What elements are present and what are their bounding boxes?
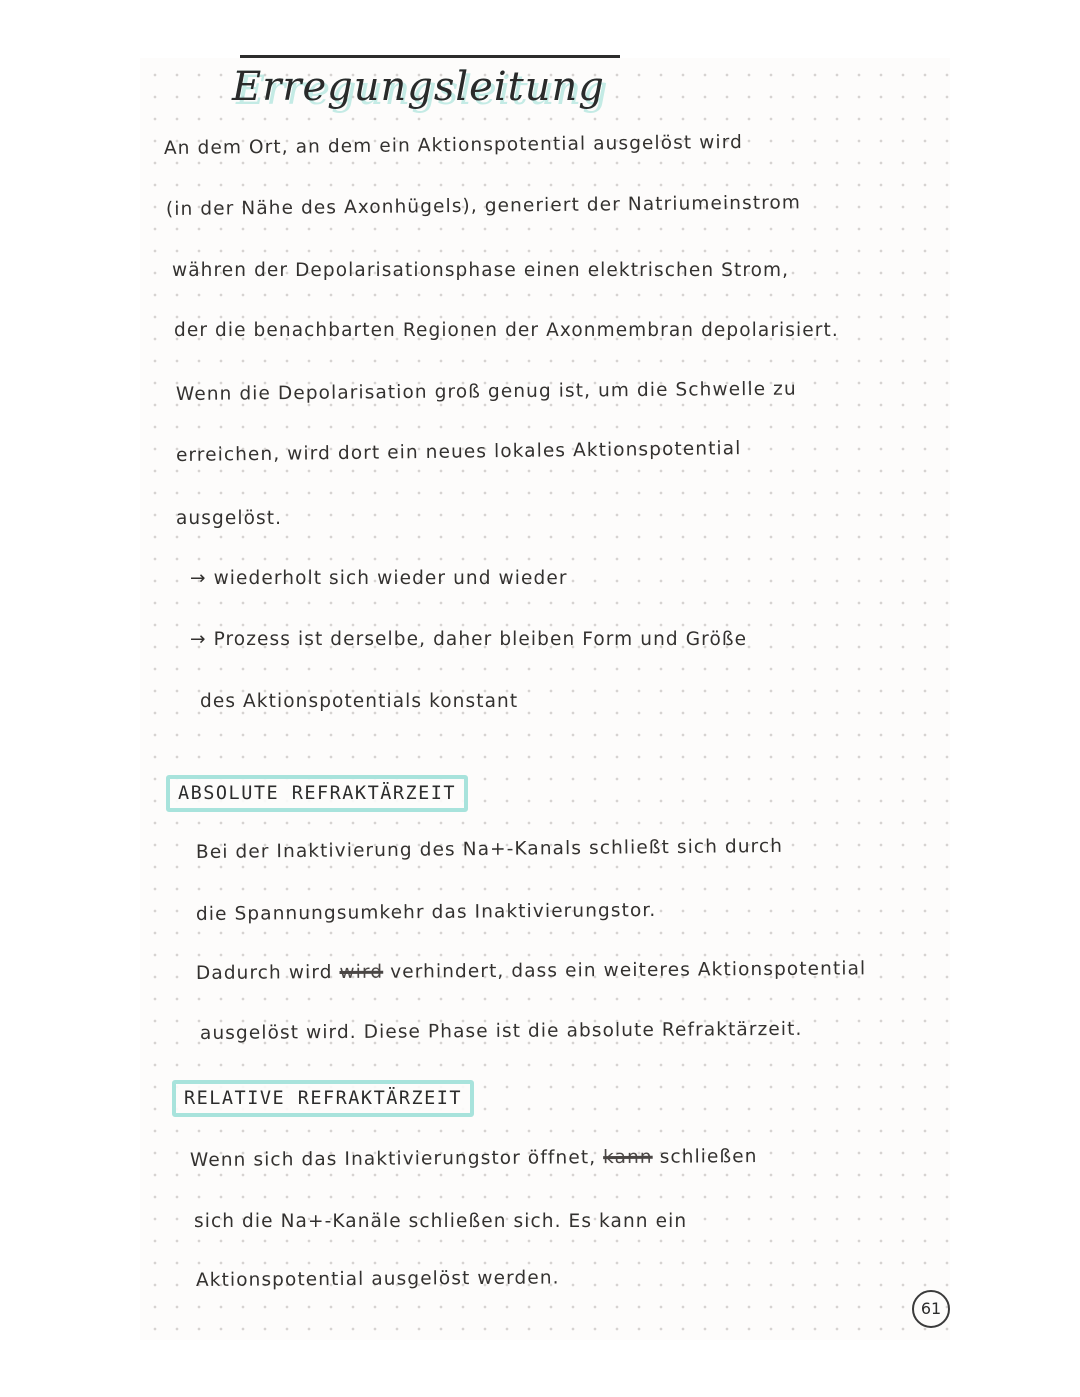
text-line bbox=[190, 1146, 758, 1171]
text-line: die Spannungsumkehr das Inaktivierungstor. bbox=[195, 899, 657, 925]
struck-word: wird bbox=[339, 961, 384, 983]
text-line: Bei der Inaktivierung des Na+-Kanals schließt sich durch bbox=[195, 835, 784, 863]
bullet-line: → Prozess ist derselbe, daher bleiben Form und Größe bbox=[190, 629, 748, 650]
section-heading-absolute: ABSOLUTE REFRAKTÄRZEIT bbox=[166, 775, 468, 812]
text-segment: schließen bbox=[659, 1146, 758, 1168]
struck-word: kann bbox=[603, 1146, 653, 1169]
page-number-badge: 61 bbox=[912, 1290, 950, 1328]
text-segment: Wenn sich das Inaktivierungstor öffnet, bbox=[189, 1147, 597, 1171]
text-line: ausgelöst wird. Diese Phase ist die absolute Refraktärzeit. bbox=[199, 1018, 803, 1044]
page-title: Erregungsleitung bbox=[232, 64, 605, 110]
text-line: sich die Na+-Kanäle schließen sich. Es kann ein bbox=[194, 1211, 688, 1232]
text-line: erreichen, wird dort ein neues lokales Aktionspotential bbox=[175, 438, 742, 466]
text-line: ausgelöst. bbox=[176, 508, 283, 529]
text-line: währen der Depolarisationsphase einen elektrischen Strom, bbox=[172, 260, 790, 281]
section-heading-relative: RELATIVE REFRAKTÄRZEIT bbox=[172, 1080, 474, 1117]
bullet-line: → wiederholt sich wieder und wieder bbox=[190, 568, 568, 589]
bullet-line: des Aktionspotentials konstant bbox=[200, 691, 519, 712]
text-segment: Dadurch wird bbox=[195, 962, 333, 984]
text-segment: verhindert, dass ein weiteres Aktionspotential bbox=[390, 958, 867, 983]
text-line: der die benachbarten Regionen der Axonmembran depolarisiert. bbox=[174, 320, 839, 341]
text-line: An dem Ort, an dem ein Aktionspotential ausgelöst wird bbox=[163, 131, 744, 159]
text-line: Wenn die Depolarisation groß genug ist, um die Schwelle zu bbox=[175, 378, 797, 405]
text-line: Aktionspotential ausgelöst werden. bbox=[195, 1267, 560, 1291]
text-line: (in der Nähe des Axonhügels), generiert der Natriumeinstrom bbox=[165, 192, 802, 220]
